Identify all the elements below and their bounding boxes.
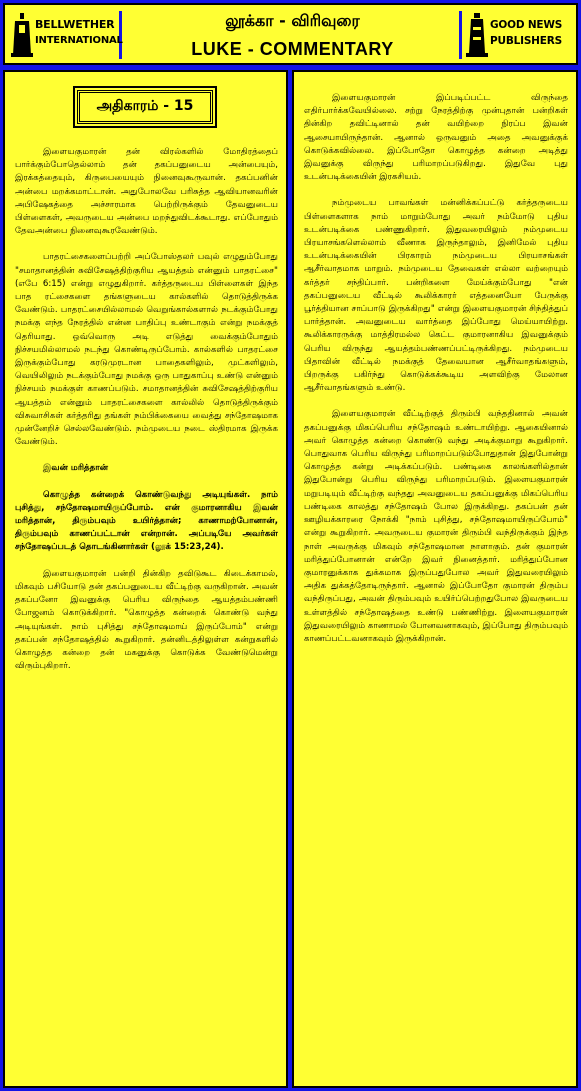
title-tamil: லூக்கா - விரிவுரை	[225, 11, 360, 30]
right-paragraph-3: இளையகுமாரன் வீட்டிற்குத் திரும்பி வந்ததினால் அவன் தகப்பனுக்கு மிகப்பெரிய சந்தோஷம் உண்டாயிற்று. ஆகையினால் அவர் கொழுத்த கன்றை கொண்டு வந்து அடிக்குமாறு கூறுகிறார். பொதுவாக பெரிய விருந்து பரிமாறப்படும்போதுதான் இதுபோன்று கொழுத்த கன்று அடிக்கப்படும். பண்டிகை காலங்களில்தான் இதுபோன்று பெரிய விருந்து பரிமாறப்படும். இளையகுமாரன் மறுபடியும் வீட்டிற்கு வந்தது அவனுடைய தகப்பனுக்கு மிகப்பெரிய பண்டிகை காலத்து சந்தோஷம் போல இருக்கிறது. தகப்பன் தன் ஊழியக்காரரை நோக்கி "நாம் புசித்து, சந்தோஷமாயிருப்போம்" என்று கூறுகிறார். அவருடைய குமாரன் திரும்பி வந்திருக்கும் இந்த நாள் அவருக்கு மிகவும் சந்தோஷமான நாளாகும். தன் குமாரன் மரித்துப்போனான் என்றே இவர் நினைத்தார். மரித்துப்போன குமாரனுக்காக துக்கமாக இருப்பதுபோல அவர் இதுவரையிலும் அதிக துக்கத்தோடிருந்தார். ஆனால் இப்போதோ குமாரன் திரும்ப வந்திருப்பது, அவன் திரும்பவும் உயிர்ப்பெற்றதுபோல இவருடைய உள்ளத்தில் சந்தோஷத்தை உண்டு பண்ணிற்று. இளையகுமாரன் இதுவரையிலும் காணாமல் போனவனாகவும், இப்போது திரும்பவும் காணப்பட்டவனாகவும் இருக்கிறான்.	[304, 409, 568, 644]
right-column-text	[304, 92, 568, 659]
title-english: LUKE - COMMENTARY	[191, 39, 394, 59]
left-paragraph-3: இளையகுமாரன் பன்றி தின்கிற தவிடுகூட கிடைக்காமல், மிகவும் பசியோடு தன் தகப்பனுடைய வீட்டிற்கு வருகிறான். அவன் தகப்பனோ இவனுக்கு பெரிய விருந்தை ஆயத்தம்பண்ணி போஜனம் கொடுக்கிறார். "கொழுத்த கன்றைக் கொண்டு வந்து அடியுங்கள். நாம் புசித்து சந்தோஷமாய் இருப்போம்" என்று தகப்பன் சந்தோஷத்தில் கூறுகிறார். தன்னிடத்திலுள்ள கன்றுகளில் கொழுத்த கன்றை தன் மகனுக்கு கொடுக்க வேண்டுமென்று விரும்புகிறார்.	[15, 568, 278, 672]
right-column	[292, 70, 578, 1088]
header	[3, 3, 578, 65]
section-subheading: இவன் மரித்தான்	[43, 463, 109, 474]
left-column	[3, 70, 288, 1088]
scripture-quote: கொழுத்த கன்றைக் கொண்டுவந்து அடியுங்கள். நாம் புசித்து, சந்தோஷமாயிருப்போம். என் குமாரனாகிய இவன் மரித்தான், திரும்பவும் உயிர்த்தான்; காணாமற்போனான், திரும்பவும் காணப்பட்டான் என்றான். அப்படியே அவர்கள் சந்தோஷப்படத் தொடங்கினார்கள் (லூக் 15:23,24).	[15, 489, 278, 553]
chapter-heading: அதிகாரம் - 15	[77, 90, 213, 124]
bellwether-logo-line2: INTERNATIONAL	[35, 35, 123, 46]
good-news-logo-line2: PUBLISHERS	[490, 35, 562, 47]
bellwether-logo-line1: BELLWETHER	[35, 18, 115, 31]
left-column-text	[15, 146, 278, 686]
right-paragraph-1: இளையகுமாரன் இப்படிப்பட்ட விருந்தை எதிர்பார்க்கவேயில்லை. சற்று நேரத்திற்கு முன்புதான் பன்றிகள் தின்கிற தவிட்டினால் தன் வயிற்றை நிரப்ப இவன் ஆசையாயிருந்தான். ஆனால் ஒருவனும் அதை அவனுக்குக் கொடுக்கவில்லை. இப்போதோ கொழுத்த கன்றை அடித்து இவனுக்கு விருந்து பரிமாறப்படுகிறது. இதுவே புது உடன்படிக்கையின் இரகசியம்.	[304, 93, 568, 183]
right-paragraph-2: நம்முடைய பாவங்கள் மன்னிக்கப்பட்டு கர்த்தருடைய பிள்ளைகளாக நாம் மாறும்போது அவர் நம்மோடு புதிய உடன்படிக்கை பண்ணுகிறார். இதுவரையிலும் நம்முடைய பிரயாசங்களெல்லாம் வீணாக இருந்தாலும், இனிமேல் புதிய உடன்படிக்கையின் பிரகாரம் நம்முடைய பிரயாசங்கள் ஆசீர்வாதமாக மாறும். நம்முடைய தேவைகள் எல்லா வற்றையும் கர்த்தர் சந்திப்பார். பன்றிகளை மேய்க்கும்போது "என் தகப்பனுடைய வீட்டில் கூலிக்காரர் எத்தனையோ பேருக்கு பூர்த்தியான சாப்பாடு இருக்கிறது" என்று இளையகுமாரன் சிந்தித்துப் பார்த்தான். அவனுடைய வார்த்தை இப்போது மெய்யாயிற்று. கூலிக்காரருக்கு மாத்திரமல்ல கெட்ட குமாரனாகிய இவனுக்கும் பெரிய விருந்து ஆயத்தம்பண்ணப்பட்டிருக்கிறது. நம்முடைய பிதாவின் வீட்டில் நமக்குத் தேவையான ஆசீர்வாதங்களும், பிறருக்கு பகிர்ந்து கொடுக்கக்கூடிய அளவிற்கு மேலான ஆசீர்வாதங்களும் உண்டு.	[304, 198, 568, 394]
bell-tower-icon	[11, 13, 33, 57]
good-news-logo-line1: GOOD NEWS	[490, 19, 563, 31]
left-paragraph-2: பாதரட்சைகளைப்பற்றி அப்போஸ்தலர் பவுல் எழுதும்போது "சமாதானத்தின் சுவிசேஷத்திற்குரிய ஆயத்தம் என்னும் பாதரட்சை" (எபே 6:15) என்று எழுதுகிறார். கர்த்தருடைய பிள்ளைகள் இந்த பாத ரட்சைகளை தங்களுடைய கால்களில் தொடுத்திருக்க வேண்டும். பாதரட்சையில்லாமல் வெறுங்கால்களால் நடக்கும்போது நமக்கு எந்த நேரத்தில் என்ன பாதிப்பு உண்டாகும் என்று நமக்குத் தெரியாது. ஒவ்வொரு அடி எடுத்து வைக்கும்போதும் நிச்சயமில்லாமல் நடந்து கொண்டிருப்போம். கால்களில் பாதரட்சை இருக்கும்போது கரடுமுரடான பாதைகளிலும், முட்களிலும், வெயிலிலும் நடக்கும்போது நமக்கு ஒரு பாதுகாப்பு உண்டு என்னும் நிச்சயம் நமக்குள் காணப்படும். சமாதானத்தின் சுவிசேஷத்திற்குரிய ஆயத்தம் என்னும் பாதரட்சைகளை கால்லில் தொடுத்திருக்கும் விசுவாசிகள் கர்த்தரிது தங்கள் நம்பிக்கையை வைத்து சந்தோஷமாக முன்னேறிச் செல்லவேண்டும். நம்முடைய நடை ஸ்திரமாக இருக்க வேண்டும்.	[15, 252, 278, 448]
bellwether-logo	[9, 11, 122, 59]
left-paragraph-1: இளையகுமாரன் தன் விரல்களில் மோதிரத்தைப் பார்க்கும்போதெல்லாம் தன் தகப்பனுடைய அன்பையும், இரக்கத்தையும், கிருபையையும் நினைவுகூருவான். தகப்பனின் அன்பை மறக்கமாட்டான். அதுபோலவே பரிசுத்த ஆவியானவரின் அபிஷேகத்தை அச்சாரமாக பெற்றிருக்கும் தேவனுடைய பிள்ளைகள், அவருடைய அன்பை மறந்துவிடக்கூடாது. எப்போதும் தேவஅன்பை நினைவுகூரவேண்டும்.	[15, 147, 278, 237]
lighthouse-icon	[466, 13, 488, 57]
good-news-logo	[459, 11, 572, 59]
